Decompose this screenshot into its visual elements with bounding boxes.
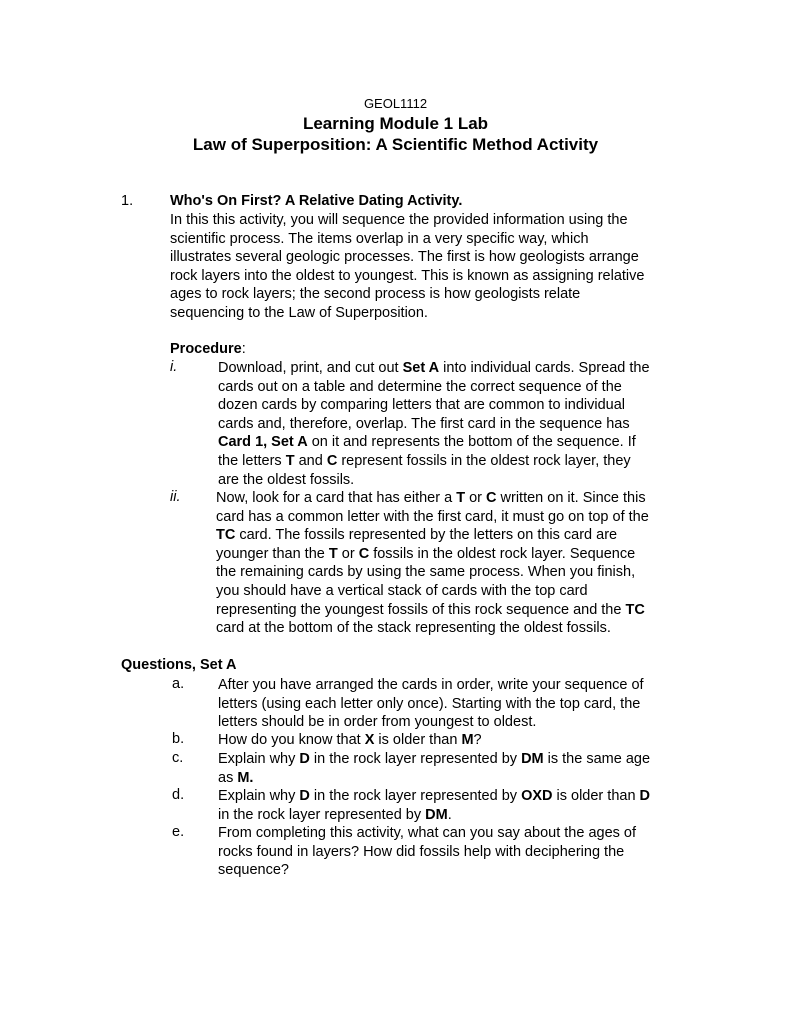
bold-term: X [364,732,375,748]
text-line: in the rock layer represented by DM. [218,806,452,823]
intro-line: sequencing to the Law of Superposition. [170,304,428,321]
intro-line: In this this activity, you will sequence the provided information using the [170,212,628,228]
bold-term: D [299,751,310,767]
question-marker: d. [172,787,185,803]
procedure-heading [170,341,246,357]
text-line: Explain why D in the rock layer represented by DM is the same age [218,751,651,767]
intro-line: ages to rock layers; the second process is how geologists relate [170,286,581,303]
text-line: TC card. The fossils represented by the letters on this card are [216,527,618,544]
text-line: the letters T and C represent fossils in the oldest rock layer, they [218,452,631,469]
text-line: as M. [218,769,254,786]
procedure-label: Procedure [170,341,242,357]
question-paragraph [218,824,636,880]
text-line: letters (using each letter only once). Starting with the top card, the [218,695,641,712]
text-line: Download, print, and cut out Set A into individual cards. Spread the [218,360,650,376]
step-marker: ii. [170,489,181,505]
bold-term: DM [521,751,544,767]
text-line: younger than the T or C fossils in the oldest rock layer. Sequence [216,545,636,562]
intro-line: rock layers into the oldest to youngest. This is known as assigning relative [170,267,645,284]
question-paragraph [218,676,644,732]
question-marker: c. [172,750,184,766]
bold-term: TC [625,601,645,618]
text-line: Card 1, Set A on it and represents the bottom of the sequence. If [218,434,636,451]
text-line: representing the youngest fossils of this rock sequence and the TC [216,601,645,618]
question-marker: e. [172,824,185,840]
bold-term: T [285,452,295,469]
text-line: dozen cards by comparing letters that are common to individual [218,397,626,414]
procedure-colon: : [241,341,246,357]
text-line: the remaining cards by using the same process. When you finish, [216,564,636,581]
text-line: cards and, therefore, overlap. The first card in the sequence has [218,415,630,432]
bold-term: D [299,788,310,804]
text-line: Explain why D in the rock layer represented by OXD is older than D [218,788,651,804]
course-code: GEOL1112 [363,96,428,111]
bold-term: C [358,545,370,562]
text-line: From completing this activity, what can you say about the ages of [218,825,637,841]
section-title: Who's On First? A Relative Dating Activity. [170,193,463,209]
bold-term: T [456,490,466,506]
step-paragraph [218,359,650,489]
question-paragraph [218,787,650,824]
bold-term: Card 1, Set A [218,434,308,451]
text-line: card has a common letter with the first card, it must go on top of the [216,508,649,525]
title-line-2: Law of Superposition: A Scientific Method Activity [192,135,599,154]
text-line: letters should be in order from youngest to oldest. [218,714,537,731]
section-number: 1. [121,193,134,209]
bold-term: C [486,490,497,506]
bold-term: C [326,452,338,469]
text-line: cards out on a table and determine the correct sequence of the [218,378,622,395]
bold-term: T [328,545,338,562]
step-marker: i. [170,359,178,375]
bold-term: TC [216,527,236,544]
questions-heading: Questions, Set A [121,657,237,673]
title-line-1: Learning Module 1 Lab [302,114,489,133]
question-paragraph [218,750,650,787]
question-marker: b. [172,731,185,747]
bold-term: M. [237,769,254,786]
step-paragraph [216,489,649,638]
text-line: sequence? [218,862,289,879]
intro-paragraph [170,211,644,323]
intro-line: illustrates several geologic processes. The first is how geologists arrange [170,249,639,266]
bold-term: D [639,788,651,804]
text-line: are the oldest fossils. [218,471,355,488]
bold-term: OXD [521,788,553,804]
question-paragraph [218,731,482,750]
bold-term: M [461,732,474,748]
text-line: After you have arranged the cards in order, write your sequence of [218,677,644,693]
bold-term: Set A [402,360,440,376]
text-line: you should have a vertical stack of cards with the top card [216,582,588,599]
text-line: How do you know that X is older than M? [218,732,482,748]
text-line: card at the bottom of the stack representing the oldest fossils. [216,620,611,637]
intro-line: scientific process. The items overlap in a very specific way, which [170,230,589,247]
text-line: Now, look for a card that has either a T or C written on it. Since this [216,490,646,506]
bold-term: DM [425,806,448,823]
question-marker: a. [172,676,185,692]
text-line: rocks found in layers? How did fossils help with deciphering the [218,843,625,860]
